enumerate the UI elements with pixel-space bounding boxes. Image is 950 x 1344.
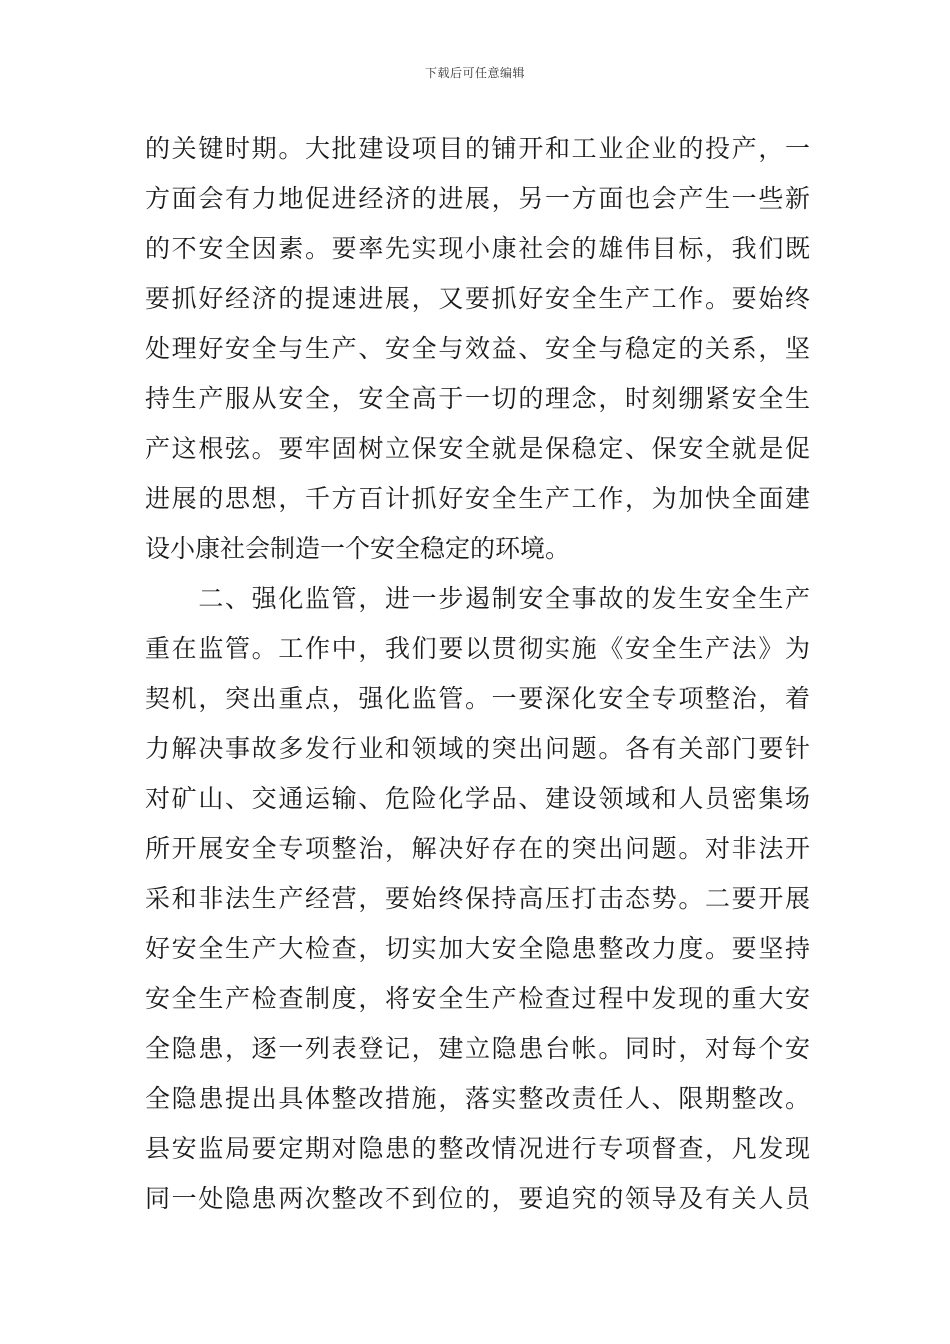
text-line: 安全生产检查制度，将安全生产检查过程中发现的重大安 — [145, 984, 810, 1013]
text-line: 采和非法生产经营，要始终保持高压打击态势。二要开展 — [145, 884, 810, 913]
text-line: 处理好安全与生产、安全与效益、安全与稳定的关系，坚 — [145, 334, 810, 363]
text-line: 同一处隐患两次整改不到位的，要追究的领导及有关人员 — [145, 1184, 810, 1213]
text-line: 重在监管。工作中，我们要以贯彻实施《安全生产法》为 — [145, 634, 810, 663]
header-note: 下载后可任意编辑 — [424, 66, 525, 80]
section-heading-line: 二、强化监管，进一步遏制安全事故的发生安全生产 — [145, 584, 810, 613]
text-line: 的不安全因素。要率先实现小康社会的雄伟目标，我们既 — [145, 234, 810, 263]
text-line: 进展的思想，千方百计抓好安全生产工作，为加快全面建 — [145, 484, 810, 513]
text-line: 要抓好经济的提速进展，又要抓好安全生产工作。要始终 — [145, 284, 810, 313]
text-line: 县安监局要定期对隐患的整改情况进行专项督查，凡发现 — [145, 1134, 810, 1163]
paragraph-end-line: 设小康社会制造一个安全稳定的环境。 — [145, 534, 571, 563]
text-line: 力解决事故多发行业和领域的突出问题。各有关部门要针 — [145, 734, 810, 763]
document-body — [145, 124, 810, 1224]
text-line: 全隐患，逐一列表登记，建立隐患台帐。同时，对每个安 — [145, 1034, 810, 1063]
text-line: 持生产服从安全，安全高于一切的理念，时刻绷紧安全生 — [145, 384, 810, 413]
text-line: 全隐患提出具体整改措施，落实整改责任人、限期整改。 — [145, 1084, 810, 1113]
text-line: 方面会有力地促进经济的进展，另一方面也会产生一些新 — [145, 184, 810, 213]
text-line: 产这根弦。要牢固树立保安全就是保稳定、保安全就是促 — [145, 434, 810, 463]
text-line: 的关键时期。大批建设项目的铺开和工业企业的投产，一 — [145, 134, 810, 163]
text-line: 对矿山、交通运输、危险化学品、建设领域和人员密集场 — [145, 784, 810, 813]
text-line: 所开展安全专项整治，解决好存在的突出问题。对非法开 — [145, 834, 810, 863]
text-line: 契机，突出重点，强化监管。一要深化安全专项整治，着 — [145, 684, 810, 713]
text-line: 好安全生产大检查，切实加大安全隐患整改力度。要坚持 — [145, 934, 810, 963]
